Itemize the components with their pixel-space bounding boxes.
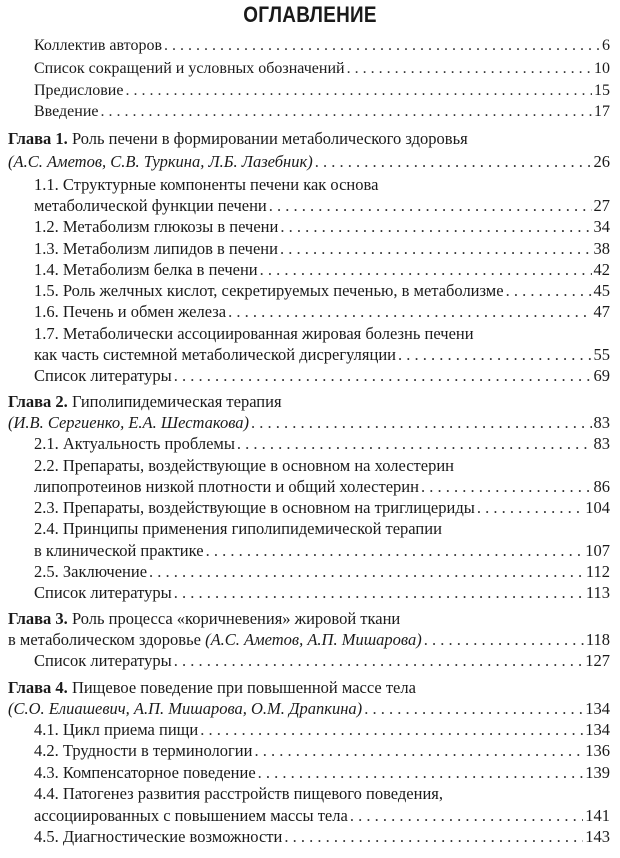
page-number: 141 bbox=[585, 806, 610, 825]
leader-dots bbox=[149, 562, 584, 582]
page-number: 17 bbox=[594, 103, 610, 120]
entry-text: Список литературы bbox=[34, 583, 172, 602]
page-number: 112 bbox=[585, 562, 610, 581]
chapter-authors-row[interactable] bbox=[8, 152, 610, 172]
page-number: 55 bbox=[593, 345, 610, 364]
leader-dots bbox=[506, 281, 592, 301]
chapter-heading[interactable] bbox=[8, 392, 282, 412]
page-number: 26 bbox=[593, 152, 610, 171]
toc-entry[interactable] bbox=[34, 366, 610, 386]
toc-entry[interactable] bbox=[34, 37, 610, 55]
leader-dots bbox=[228, 302, 591, 322]
chapter-title-cont bbox=[8, 630, 422, 650]
entry-text: Список сокращений и условных обозначений bbox=[34, 60, 345, 77]
chapter-authors: (А.С. Аметов, А.П. Мишарова) bbox=[205, 630, 422, 649]
section-text: 1.7. Метаболически ассоциированная жировая болезнь печени bbox=[34, 324, 474, 343]
chapter-heading[interactable] bbox=[8, 609, 400, 629]
leader-dots bbox=[174, 651, 584, 671]
entry-text: 2.5. Заключение bbox=[34, 562, 148, 581]
page-number: 34 bbox=[593, 217, 610, 236]
page-number: 6 bbox=[602, 37, 610, 54]
leader-dots bbox=[237, 434, 592, 454]
leader-dots bbox=[477, 498, 583, 518]
leader-dots bbox=[206, 541, 584, 561]
chapter-title-line2: в метаболическом здоровье bbox=[8, 630, 201, 649]
chapter-authors-row[interactable] bbox=[8, 413, 610, 433]
section-text: 2.4. Принципы применения гиполипидемической терапии bbox=[34, 519, 442, 538]
leader-dots bbox=[421, 477, 592, 497]
leader-dots bbox=[269, 196, 592, 216]
page-number: 134 bbox=[585, 720, 610, 739]
toc-entry[interactable] bbox=[34, 217, 610, 237]
chapter-authors: (И.В. Сергиенко, Е.А. Шестакова) bbox=[8, 413, 250, 432]
entry-text: Предисловие bbox=[34, 82, 124, 99]
leader-dots bbox=[174, 366, 592, 386]
entry-text: как часть системной метаболической дисрегуляции bbox=[34, 345, 396, 364]
page-number: 86 bbox=[593, 477, 610, 496]
chapter-title: Пищевое поведение при повышенной массе тела bbox=[71, 678, 416, 697]
entry-text: Список литературы bbox=[34, 651, 172, 670]
toc-entry[interactable] bbox=[34, 498, 610, 518]
leader-dots bbox=[364, 699, 583, 719]
page-number: 127 bbox=[585, 651, 610, 670]
page-number: 104 bbox=[585, 498, 610, 517]
toc-entry[interactable] bbox=[34, 82, 610, 100]
page-number: 45 bbox=[593, 281, 610, 300]
section-text: 4.4. Патогенез развития расстройств пищевого поведения, bbox=[34, 784, 444, 803]
entry-text: 2.1. Актуальность проблемы bbox=[34, 434, 235, 453]
page-number: 136 bbox=[585, 741, 610, 760]
entry-text: 1.2. Метаболизм глюкозы в печени bbox=[34, 217, 279, 236]
leader-dots bbox=[260, 260, 592, 280]
chapter-label: Глава 2. bbox=[8, 392, 68, 411]
entry-text: 4.5. Диагностические возможности bbox=[34, 827, 283, 846]
leader-dots bbox=[174, 583, 584, 603]
entry-text: Список литературы bbox=[34, 366, 172, 385]
section-text: 1.1. Структурные компоненты печени как основа bbox=[34, 175, 379, 194]
toc-entry[interactable] bbox=[34, 806, 610, 826]
page-number: 107 bbox=[585, 541, 610, 560]
chapter-label: Глава 4. bbox=[8, 678, 68, 697]
chapter-authors-row[interactable] bbox=[8, 699, 610, 719]
entry-text: 2.3. Препараты, воздействующие в основном на триглицериды bbox=[34, 498, 475, 517]
leader-dots bbox=[125, 82, 592, 100]
entry-text: 1.3. Метаболизм липидов в печени bbox=[34, 239, 278, 258]
toc-entry[interactable] bbox=[34, 720, 610, 740]
section-text: 2.2. Препараты, воздействующие в основном на холестерин bbox=[34, 456, 455, 475]
page-number: 10 bbox=[594, 60, 610, 77]
chapter-title: Роль печени в формировании метаболического здоровья bbox=[71, 129, 468, 148]
page-number: 42 bbox=[593, 260, 610, 279]
chapter-label: Глава 1. bbox=[8, 129, 68, 148]
entry-text: 4.2. Трудности в терминологии bbox=[34, 741, 253, 760]
leader-dots bbox=[398, 345, 592, 365]
entry-text: липопротеинов низкой плотности и общий холестерин bbox=[34, 477, 419, 496]
toc-entry[interactable] bbox=[34, 541, 610, 561]
leader-dots bbox=[164, 37, 600, 55]
page-number: 143 bbox=[585, 827, 610, 846]
toc-entry[interactable] bbox=[34, 763, 610, 783]
leader-dots bbox=[280, 217, 591, 237]
entry-text: 1.6. Печень и обмен железа bbox=[34, 302, 227, 321]
leader-dots bbox=[101, 103, 593, 121]
leader-dots bbox=[258, 763, 584, 783]
chapter-label: Глава 3. bbox=[8, 609, 68, 628]
page-number: 83 bbox=[593, 413, 610, 432]
toc-entry[interactable] bbox=[34, 196, 610, 216]
page-title: ОГЛАВЛЕНИЕ bbox=[243, 2, 377, 27]
leader-dots bbox=[200, 720, 583, 740]
page-number: 113 bbox=[585, 583, 610, 602]
page-number: 118 bbox=[585, 630, 610, 649]
leader-dots bbox=[350, 806, 583, 826]
entry-text: 1.4. Метаболизм белка в печени bbox=[34, 260, 258, 279]
toc-entry[interactable] bbox=[34, 103, 610, 121]
toc-entry[interactable] bbox=[34, 583, 610, 603]
toc-entry[interactable] bbox=[34, 60, 610, 78]
page-number: 27 bbox=[593, 196, 610, 215]
page-number: 38 bbox=[593, 239, 610, 258]
leader-dots bbox=[315, 152, 592, 172]
entry-text: 4.1. Цикл приема пищи bbox=[34, 720, 199, 739]
toc-entry[interactable] bbox=[34, 477, 610, 497]
toc-entry[interactable] bbox=[34, 827, 610, 847]
entry-text: Коллектив авторов bbox=[34, 37, 162, 54]
page-number: 83 bbox=[593, 434, 610, 453]
entry-text: 1.5. Роль желчных кислот, секретируемых печенью, в метаболизме bbox=[34, 281, 504, 300]
toc-entry[interactable] bbox=[34, 562, 610, 582]
page-number: 69 bbox=[593, 366, 610, 385]
toc-entry[interactable] bbox=[34, 239, 610, 259]
toc-entry[interactable] bbox=[34, 651, 610, 671]
chapter-heading[interactable] bbox=[8, 129, 468, 149]
entry-text: 4.3. Компенсаторное поведение bbox=[34, 763, 256, 782]
leader-dots bbox=[251, 413, 591, 433]
leader-dots bbox=[280, 239, 592, 259]
chapter-title: Гиполипидемическая терапия bbox=[71, 392, 282, 411]
toc-entry[interactable] bbox=[34, 302, 610, 322]
entry-text: Введение bbox=[34, 103, 99, 120]
chapter-authors: (С.О. Елиашевич, А.П. Мишарова, О.М. Драпкина) bbox=[8, 699, 363, 718]
toc-entry[interactable] bbox=[34, 741, 610, 761]
page-number: 47 bbox=[593, 302, 610, 321]
entry-text: метаболической функции печени bbox=[34, 196, 267, 215]
toc-entry[interactable] bbox=[34, 345, 610, 365]
leader-dots bbox=[254, 741, 583, 761]
page-number: 134 bbox=[585, 699, 610, 718]
chapter-heading[interactable] bbox=[8, 678, 416, 698]
toc-entry[interactable] bbox=[34, 260, 610, 280]
entry-text: ассоциированных с повышением массы тела bbox=[34, 806, 348, 825]
entry-text: в клинической практике bbox=[34, 541, 204, 560]
chapter-title: Роль процесса «коричневения» жировой ткани bbox=[71, 609, 401, 628]
leader-dots bbox=[284, 827, 583, 847]
chapter-authors: (А.С. Аметов, С.В. Туркина, Л.Б. Лазебник) bbox=[8, 152, 313, 171]
page-number: 139 bbox=[585, 763, 610, 782]
toc-entry[interactable] bbox=[34, 281, 610, 301]
chapter-authors-row[interactable] bbox=[8, 630, 610, 650]
toc-entry[interactable] bbox=[34, 434, 610, 454]
leader-dots bbox=[424, 630, 584, 650]
leader-dots bbox=[347, 60, 592, 78]
page-number: 15 bbox=[594, 82, 610, 99]
